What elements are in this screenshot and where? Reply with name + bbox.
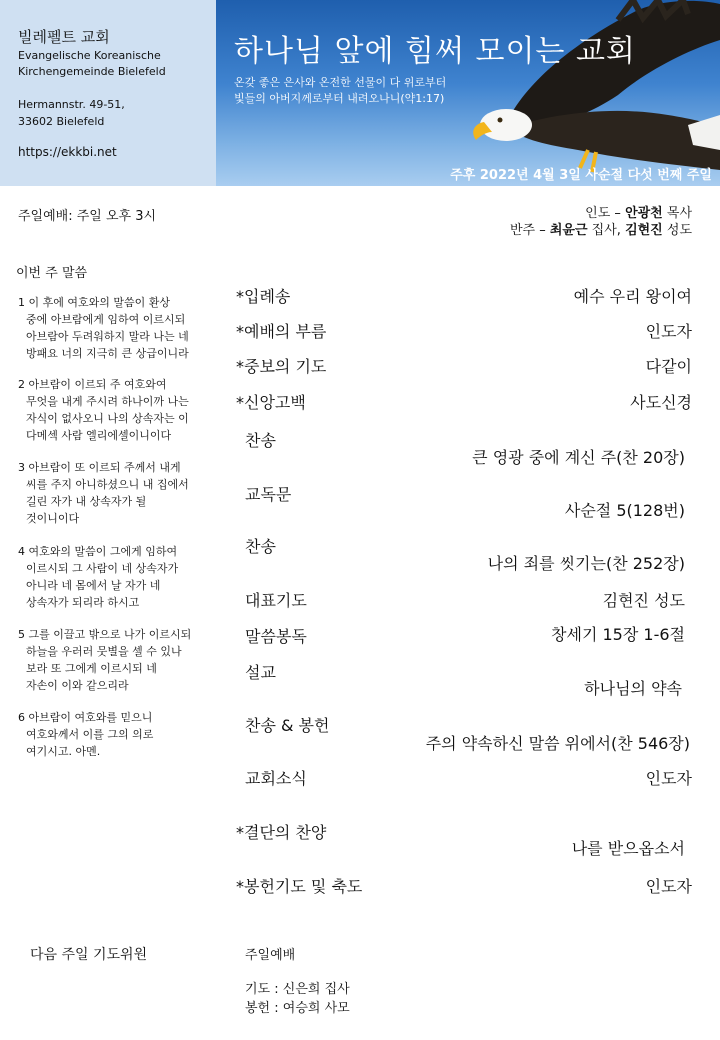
order-item-label: 찬송 xyxy=(245,537,276,556)
church-german-name xyxy=(18,48,166,80)
leader-line xyxy=(510,205,692,222)
order-item-value: 하나님의 약속 xyxy=(584,679,682,698)
verse-line: 이르시되 그 사람이 네 상속자가 xyxy=(26,562,179,575)
church-website: https://ekkbi.net xyxy=(18,145,117,159)
leader-name: 안광천 xyxy=(625,206,663,221)
verse-line: 여기시고. 아멘. xyxy=(26,745,101,758)
scripture-verse xyxy=(18,709,214,760)
scripture-verse xyxy=(18,294,214,362)
order-item-value: 김현진 성도 xyxy=(602,591,685,610)
header-banner xyxy=(216,0,720,186)
service-date: 주후 2022년 4월 3일 사순절 다섯 번째 주일 xyxy=(450,168,712,183)
scripture-verse xyxy=(18,376,214,444)
order-item-label: 교독문 xyxy=(245,485,292,504)
verse-line: 여호와께서 이를 그의 의로 xyxy=(26,728,154,741)
leader-title: 목사 xyxy=(662,206,692,221)
service-time: 주일예배: 주일 오후 3시 xyxy=(18,209,157,224)
verse-line: 중에 아브람에게 임하여 이르시되 xyxy=(26,313,186,326)
verse-line: 6 아브람이 여호와를 믿으니 xyxy=(18,711,153,724)
church-german-line: Evangelische Koreanische xyxy=(18,49,161,62)
next-week-prayer: 기도 : 신은희 집사 xyxy=(245,982,350,997)
order-item-label: 찬송 xyxy=(245,431,276,450)
order-item-value: 인도자 xyxy=(645,877,692,896)
banner-verse-line: 빛들의 아버지께로부터 내려오나니(약1:17) xyxy=(234,92,445,105)
verse-line: 자손이 이와 같으리라 xyxy=(26,679,129,692)
order-item-value: 나를 받으옵소서 xyxy=(571,839,685,858)
next-week-offering: 봉헌 : 여승희 사모 xyxy=(245,1001,350,1016)
verse-line: 씨를 주지 아니하셨으니 내 집에서 xyxy=(26,478,189,491)
banner-verse xyxy=(234,75,446,107)
order-item-label: *봉헌기도 및 축도 xyxy=(236,877,363,896)
church-german-line: Kirchengemeinde Bielefeld xyxy=(18,65,166,78)
next-week-prayer-title: 다음 주일 기도위원 xyxy=(30,947,148,963)
verse-line: 보라 또 그에게 이르시되 네 xyxy=(26,662,157,675)
order-item-value: 다같이 xyxy=(645,357,692,376)
banner-headline: 하나님 앞에 힘써 모이는 교회 xyxy=(234,34,636,69)
verse-line: 5 그를 이끌고 밖으로 나가 이르시되 xyxy=(18,628,192,641)
verse-line: 1 이 후에 여호와의 말씀이 환상 xyxy=(18,296,170,309)
scripture-verse xyxy=(18,543,214,611)
accompanist-title: 성도 xyxy=(662,223,692,238)
accompanist-line xyxy=(510,222,692,239)
leader-role: 인도 – xyxy=(585,206,626,221)
church-name: 빌레펠트 교회 xyxy=(18,28,110,46)
order-item-label: *입례송 xyxy=(236,287,291,306)
address-line: Hermannstr. 49-51, xyxy=(18,98,125,111)
order-item-value: 창세기 15장 1-6절 xyxy=(551,625,685,644)
verse-line: 것이니이다 xyxy=(26,512,80,525)
order-item-value: 인도자 xyxy=(645,769,692,788)
verse-line: 자식이 없사오니 나의 상속자는 이 xyxy=(26,412,189,425)
order-item-label: *예배의 부름 xyxy=(236,322,327,341)
accompanist-role: 반주 – xyxy=(509,223,550,238)
order-item-value: 주의 약속하신 말씀 위에서(찬 546장) xyxy=(425,734,690,753)
order-item-label: 대표기도 xyxy=(245,591,307,610)
verse-line: 다메섹 사람 엘리에셀이니이다 xyxy=(26,429,172,442)
scripture-verse xyxy=(18,459,214,527)
order-item-label: 교회소식 xyxy=(245,769,307,788)
scripture-verse xyxy=(18,626,214,694)
order-item-label: 설교 xyxy=(245,663,276,682)
order-item-value: 사순절 5(128번) xyxy=(564,501,685,520)
accompanist-name: 최윤근 xyxy=(549,223,588,238)
verse-line: 무엇을 내게 주시려 하나이까 나는 xyxy=(26,395,189,408)
scripture-title: 이번 주 말씀 xyxy=(16,266,88,281)
verse-line: 2 아브람이 이르되 주 여호와여 xyxy=(18,378,167,391)
order-item-value: 사도신경 xyxy=(630,393,692,412)
order-item-label: 말씀봉독 xyxy=(245,627,307,646)
order-item-label: *신앙고백 xyxy=(236,393,306,412)
accompanist-name: 김현진 xyxy=(625,223,663,238)
banner-verse-line: 온갖 좋은 은사와 온전한 선물이 다 위로부터 xyxy=(234,76,447,89)
church-address xyxy=(18,96,125,130)
verse-line: 4 여호와의 말씀이 그에게 임하여 xyxy=(18,545,178,558)
verse-line: 아니라 네 몸에서 날 자가 네 xyxy=(26,579,161,592)
verse-line: 아브람아 두려워하지 말라 나는 네 xyxy=(26,330,189,343)
order-item-label: *결단의 찬양 xyxy=(236,823,327,842)
church-info-panel xyxy=(0,0,216,186)
order-item-value: 인도자 xyxy=(645,322,692,341)
address-line: 33602 Bielefeld xyxy=(18,115,105,128)
verse-line: 하늘을 우러러 뭇별을 셀 수 있나 xyxy=(26,645,182,658)
verse-line: 3 아브람이 또 이르되 주께서 내게 xyxy=(18,461,181,474)
verse-line: 상속자가 되리라 하시고 xyxy=(26,596,140,609)
order-item-label: *중보의 기도 xyxy=(236,357,327,376)
accompanist-title: 집사, xyxy=(587,223,626,238)
order-item-label: 찬송 & 봉헌 xyxy=(245,716,330,735)
next-week-service-title: 주일예배 xyxy=(245,948,296,963)
order-item-value: 나의 죄를 씻기는(찬 252장) xyxy=(487,554,685,573)
verse-line: 길린 자가 내 상속자가 될 xyxy=(26,495,147,508)
verse-line: 방패요 너의 지극히 큰 상급이니라 xyxy=(26,347,189,360)
service-leaders xyxy=(510,205,692,239)
order-item-value: 큰 영광 중에 계신 주(찬 20장) xyxy=(472,448,685,467)
order-item-value: 예수 우리 왕이여 xyxy=(573,287,692,306)
